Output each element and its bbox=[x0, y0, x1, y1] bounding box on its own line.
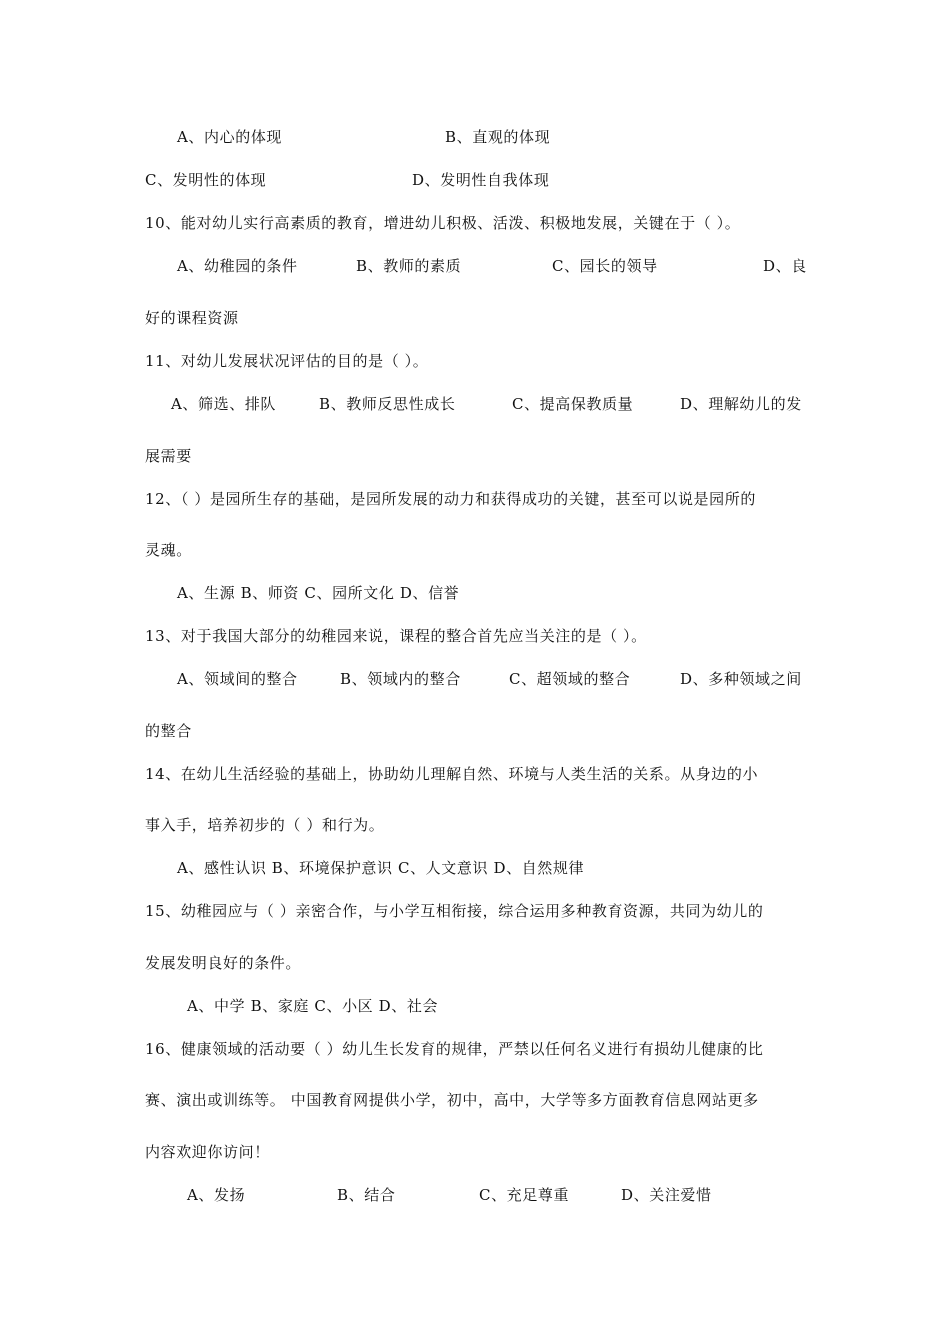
q12-continuation: 灵魂。 bbox=[145, 541, 192, 559]
q11-option-c: C、提高保教质量 bbox=[512, 395, 634, 413]
q13-stem: 13、对于我国大部分的幼稚园来说，课程的整合首先应当关注的是（ ）。 bbox=[145, 627, 647, 645]
q16-option-d: D、关注爱惜 bbox=[621, 1186, 712, 1204]
q10-stem: 10、能对幼儿实行高素质的教育，增进幼儿积极、活泼、积极地发展，关键在于（ ）。 bbox=[145, 214, 741, 232]
q9-option-c: C、发明性的体现 bbox=[145, 171, 267, 189]
q11-option-a: A、筛选、排队 bbox=[171, 395, 277, 413]
q15-options: A、中学 B、家庭 C、小区 D、社会 bbox=[187, 997, 439, 1015]
q15-continuation: 发展发明良好的条件。 bbox=[145, 954, 302, 972]
q13-option-d: D、多种领域之间 bbox=[680, 670, 802, 688]
q16-option-a: A、发扬 bbox=[187, 1186, 246, 1204]
q9-option-b: B、直观的体现 bbox=[445, 128, 551, 146]
q10-continuation: 好的课程资源 bbox=[145, 309, 239, 327]
q15-stem: 15、幼稚园应与（ ）亲密合作，与小学互相衔接，综合运用多种教育资源，共同为幼儿的 bbox=[145, 902, 764, 920]
q16-option-c: C、充足尊重 bbox=[479, 1186, 570, 1204]
q16-continuation-1: 赛、演出或训练等。 中国教育网提供小学，初中，高中，大学等多方面教育信息网站更多 bbox=[145, 1091, 759, 1109]
q14-options: A、感性认识 B、环境保护意识 C、人文意识 D、自然规律 bbox=[177, 859, 585, 877]
q11-option-d: D、理解幼儿的发 bbox=[680, 395, 802, 413]
q11-continuation: 展需要 bbox=[145, 447, 192, 465]
q16-continuation-2: 内容欢迎你访问！ bbox=[145, 1143, 270, 1161]
q16-option-b: B、结合 bbox=[337, 1186, 396, 1204]
q10-option-d: D、良 bbox=[763, 257, 807, 275]
q14-stem: 14、在幼儿生活经验的基础上，协助幼儿理解自然、环境与人类生活的关系。从身边的小 bbox=[145, 765, 759, 783]
q14-continuation: 事入手，培养初步的（ ）和行为。 bbox=[145, 816, 385, 834]
q16-stem: 16、健康领域的活动要（ ）幼儿生长发育的规律，严禁以任何名义进行有损幼儿健康的比 bbox=[145, 1040, 764, 1058]
q10-option-b: B、教师的素质 bbox=[356, 257, 462, 275]
q11-stem: 11、对幼儿发展状况评估的目的是（ ）。 bbox=[145, 352, 429, 370]
q10-option-a: A、幼稚园的条件 bbox=[177, 257, 298, 275]
q11-option-b: B、教师反思性成长 bbox=[319, 395, 456, 413]
q9-option-d: D、发明性自我体现 bbox=[412, 171, 550, 189]
q13-option-b: B、领域内的整合 bbox=[340, 670, 461, 688]
q10-option-c: C、园长的领导 bbox=[552, 257, 658, 275]
q12-options: A、生源 B、师资 C、园所文化 D、信誉 bbox=[177, 584, 460, 602]
q9-option-a: A、内心的体现 bbox=[177, 128, 283, 146]
q13-option-c: C、超领域的整合 bbox=[509, 670, 631, 688]
q12-stem: 12、（ ）是园所生存的基础，是园所发展的动力和获得成功的关键，甚至可以说是园所的 bbox=[145, 490, 756, 508]
q13-option-a: A、领域间的整合 bbox=[177, 670, 298, 688]
q13-continuation: 的整合 bbox=[145, 722, 192, 740]
